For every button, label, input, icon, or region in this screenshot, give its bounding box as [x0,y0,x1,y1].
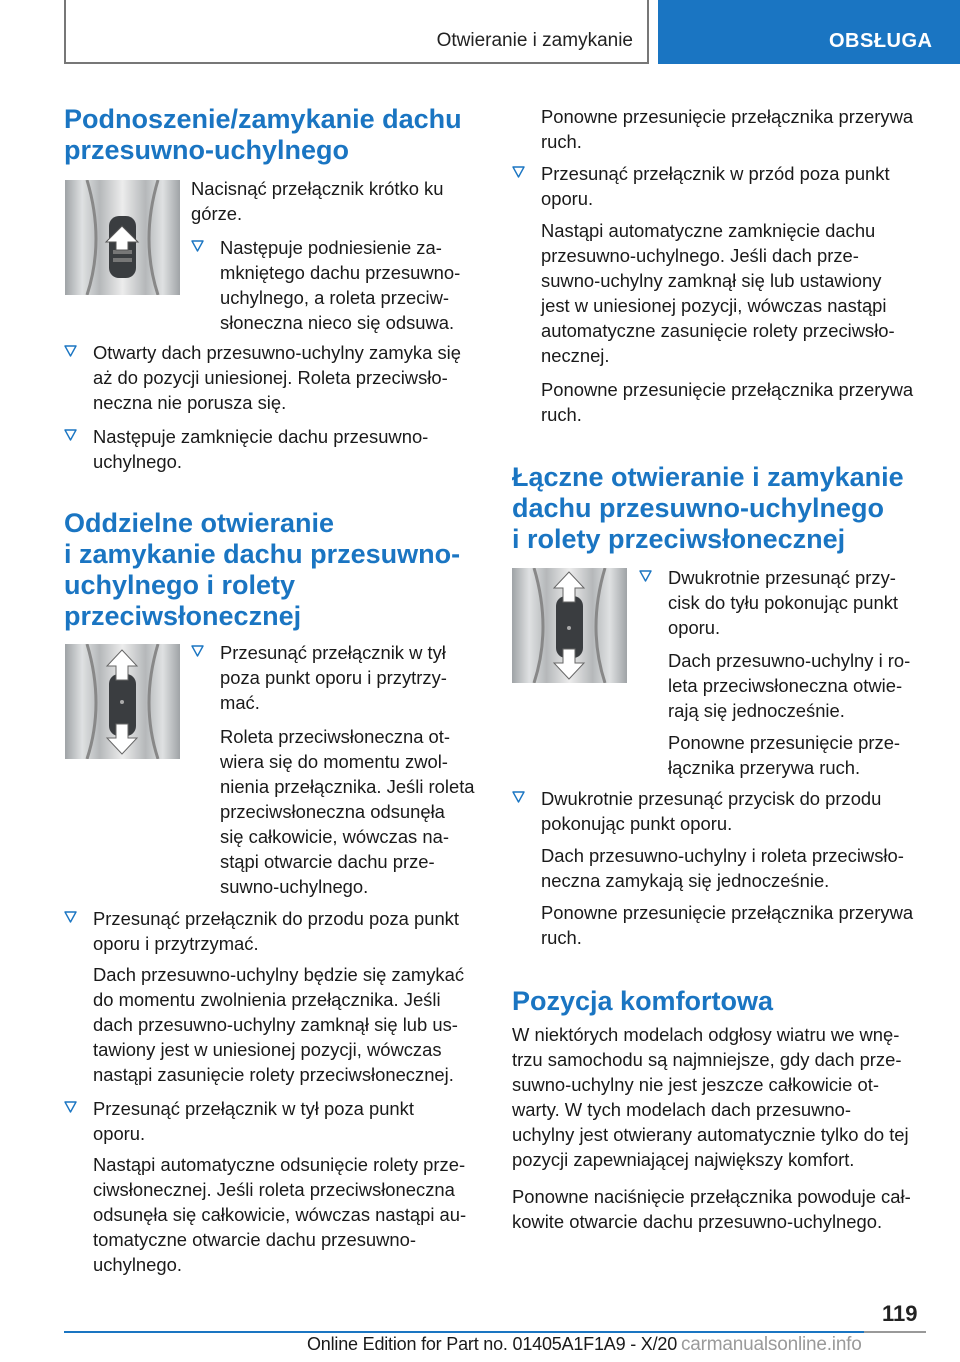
text-line: Ponowne przesunięcie prze- [668,732,901,753]
heading-line: uchylnego i rolety [64,570,296,600]
text-line: oporu. [668,617,721,638]
text-line: tawiony jest w uniesionej pozycji, wówczas [93,1039,442,1060]
text-line: Otwarty dach przesuwno-uchylny zamyka się [93,342,461,363]
section-heading-separate [64,508,460,632]
text-line: Przesunąć przełącznik w tył poza punkt [93,1098,414,1119]
intro-paragraph [191,176,481,226]
switch-up-down-arrows-icon [512,568,627,683]
heading-line: i zamykanie dachu przesuwno- [64,539,461,569]
text-line: stąpi otwarcie dachu prze- [220,851,435,872]
footer-edition [307,1334,862,1355]
section-heading-lift-close [64,104,462,166]
section-tab-label: OBSŁUGA [829,30,933,52]
text-line: Ponowne przesunięcie przełącznika przerywa [541,379,914,400]
text-line: Nacisnąć przełącznik krótko ku [191,178,444,199]
text-line: neczna nie porusza się. [93,392,287,413]
paragraph [512,1022,932,1172]
paragraph [93,1152,483,1277]
text-line: suwno-uchylny zamknął się lub ustawiony [541,270,882,291]
text-line: warty. W tych modelach dach przesuwno- [512,1099,851,1120]
text-line: ciwsłonecznej. Jeśli roleta przeciwsłoneczna [93,1179,455,1200]
section-tab[interactable] [658,0,960,64]
edition-text: Online Edition for Part no. 01405A1F1A9 - X/20 [307,1334,678,1354]
text-line: oporu i przytrzymać. [93,933,259,954]
text-line: dach przesuwno-uchylny zamknął się lub us- [93,1014,458,1035]
text-line: się całkowicie, wówczas na- [220,826,449,847]
text-line: pokonując punkt oporu. [541,813,733,834]
bullet-triangle-icon [512,166,525,178]
bullet-triangle-icon [639,570,652,582]
text-line: Ponowne przesunięcie przełącznika przerywa [541,902,914,923]
section-heading-combined [512,462,904,555]
text-line: Przesunąć przełącznik w tył [220,642,446,663]
heading-line: Łączne otwieranie i zamykanie [512,462,904,492]
text-line: mkniętego dachu przesuwno- [220,262,461,283]
text-line: Dach przesuwno-uchylny i ro- [668,650,911,671]
paragraph [541,900,931,950]
bullet-triangle-icon [512,791,525,803]
bullet-triangle-icon [64,345,77,357]
watermark-text[interactable]: carmanualsonline.info [681,1334,862,1355]
text-line: Dwukrotnie przesunąć przycisk do przodu [541,788,882,809]
text-line: nienia przełącznika. Jeśli roleta [220,776,475,797]
text-line: łącznika przerywa ruch. [668,757,861,778]
text-line: oporu. [93,1123,146,1144]
text-line: słoneczna nieco się odsuwa. [220,312,455,333]
section-heading-comfort [512,986,773,1017]
text-line: rają się jednocześnie. [668,700,845,721]
bullet-triangle-icon [64,429,77,441]
text-line: Dach przesuwno-uchylny będzie się zamykać [93,964,465,985]
text-line: suwno-uchylny nie jest jeszcze całkowicie ot- [512,1074,879,1095]
page-number: 119 [882,1301,918,1326]
text-line: Ponowne naciśnięcie przełącznika powoduje cał- [512,1186,911,1207]
text-line: Nastąpi automatyczne zamknięcie dachu [541,220,876,241]
text-line: mać. [220,692,260,713]
text-line: pozycji zapewniającej największy komfort. [512,1149,855,1170]
paragraph [541,104,931,154]
text-line: uchylnego. [93,451,182,472]
text-line: Dwukrotnie przesunąć przy- [668,567,896,588]
text-line: Dach przesuwno-uchylny i roleta przeciwsło- [541,845,904,866]
text-line: przesuwno-uchylnego. Jeśli dach prze- [541,245,859,266]
paragraph [668,730,930,780]
text-line: trzu samochodu są najmniejsze, gdy dach prze- [512,1049,902,1070]
text-line: uchylnego. [93,1254,182,1275]
text-line: oporu. [541,188,594,209]
heading-line: Podnoszenie/zamykanie dachu [64,104,462,134]
text-line: uchylny jest otwierany automatycznie tylko do tej [512,1124,909,1145]
text-line: Następuje zamknięcie dachu przesuwno- [93,426,429,447]
text-line: Przesunąć przełącznik w przód poza punkt [541,163,890,184]
paragraph [668,648,930,723]
text-line: górze. [191,203,243,224]
text-line: tomatyczne otwarcie dachu przesuwno- [93,1229,417,1250]
text-line: odsunęła się całkowicie, wówczas nastąpi au- [93,1204,467,1225]
text-line: aż do pozycji uniesionej. Roleta przeciwsło- [93,367,448,388]
text-line: Następuje podniesienie za- [220,237,442,258]
text-line: kowite otwarcie dachu przesuwno-uchylnego. [512,1211,883,1232]
paragraph [220,724,482,899]
text-line: cisk do tyłu pokonując punkt [668,592,899,613]
text-line: Ponowne przesunięcie przełącznika przerywa [541,106,914,127]
bullet-triangle-icon [64,911,77,923]
text-line: W niektórych modelach odgłosy wiatru we wnę- [512,1024,900,1045]
text-line: uchylnego, a roleta przeciw- [220,287,449,308]
text-line: suwno-uchylnego. [220,876,369,897]
text-line: ruch. [541,404,582,425]
heading-line: przesuwno-uchylnego [64,135,350,165]
text-line: poza punkt oporu i przytrzy- [220,667,447,688]
text-line: nastąpi zasunięcie rolety przeciwsłonecznej. [93,1064,454,1085]
paragraph [541,843,931,893]
heading-line: dachu przesuwno-uchylnego [512,493,885,523]
heading-line: Pozycja komfortowa [512,986,774,1016]
footer-divider-gray [864,1331,926,1333]
footer-divider [64,1331,864,1333]
heading-line: i rolety przeciwsłonecznej [512,524,846,554]
text-line: automatyczne zasunięcie rolety przeciwsło- [541,320,895,341]
heading-line: przeciwsłonecznej [64,601,302,631]
text-line: przeciwsłoneczna odsunęła [220,801,445,822]
switch-up-arrow-icon [65,180,180,295]
paragraph [512,1184,932,1234]
text-line: necznej. [541,345,610,366]
text-line: ruch. [541,131,582,152]
text-line: Przesunąć przełącznik do przodu poza punkt [93,908,459,929]
text-line: wiera się do momentu zwol- [220,751,448,772]
bullet-triangle-icon [191,240,204,252]
text-line: jest w uniesionej pozycji, wówczas nastąpi [541,295,887,316]
text-line: Nastąpi automatyczne odsunięcie rolety prze- [93,1154,466,1175]
text-line: leta przeciwsłoneczna otwie- [668,675,903,696]
header-bar [64,0,649,64]
bullet-triangle-icon [64,1101,77,1113]
text-line: Roleta przeciwsłoneczna ot- [220,726,450,747]
paragraph [541,218,931,368]
bullet-triangle-icon [191,645,204,657]
heading-line: Oddzielne otwieranie [64,508,335,538]
text-line: ruch. [541,927,582,948]
text-line: neczna zamykają się jednocześnie. [541,870,830,891]
switch-up-down-arrows-icon [65,644,180,759]
header-title: Otwieranie i zamykanie [436,30,633,51]
paragraph [541,377,931,427]
text-line: do momentu zwolnienia przełącznika. Jeśli [93,989,441,1010]
paragraph [93,962,483,1087]
